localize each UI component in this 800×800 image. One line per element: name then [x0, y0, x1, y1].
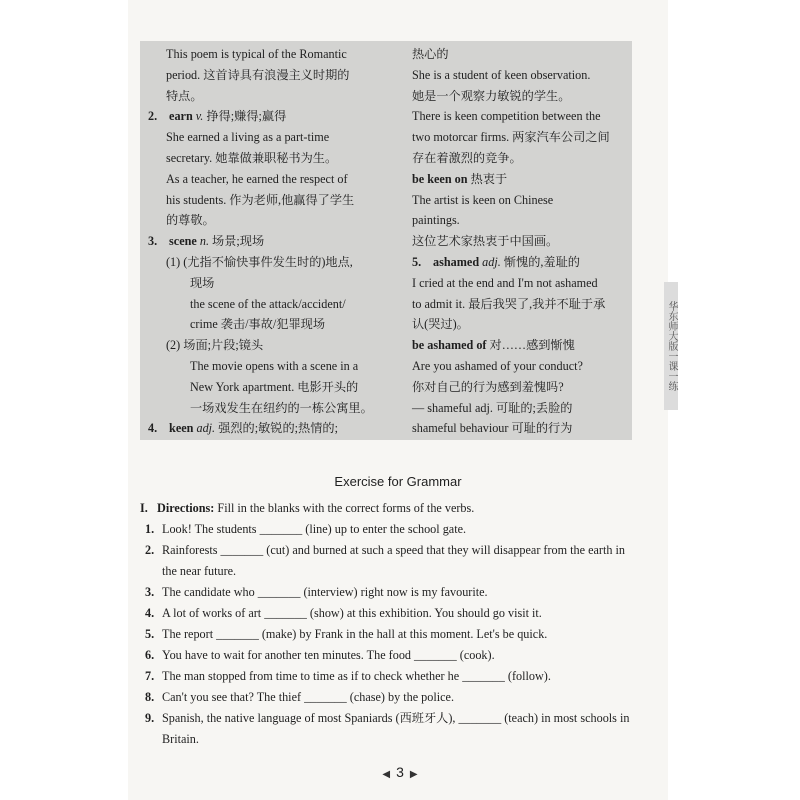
side-tab: 华东师大版一课一练	[664, 282, 678, 410]
vocab-line	[148, 44, 382, 65]
vocab-line	[412, 335, 630, 356]
vocab-text: New York apartment. 电影开头的	[190, 379, 359, 394]
question-text: The report _______ (make) by Frank in the hall at this moment. Let's be quick.	[162, 627, 548, 641]
directions-text: Fill in the blanks with the correct forms of the verbs.	[214, 501, 475, 515]
vocab-line	[148, 356, 382, 377]
vocab-text: crime 袭击/事故/犯罪现场	[190, 317, 326, 332]
directions-label: Directions:	[157, 501, 215, 515]
vocab-text: The artist is keen on Chinese	[412, 192, 554, 207]
vocab-term: be ashamed of	[412, 338, 487, 353]
vocab-text: As a teacher, he earned the respect of	[166, 171, 348, 186]
vocab-line	[412, 148, 630, 169]
vocab-line	[148, 418, 382, 439]
vocab-line	[412, 86, 630, 107]
vocab-text: 认(哭过)。	[412, 317, 469, 332]
vocab-line	[148, 86, 382, 107]
vocab-term: earn	[169, 109, 193, 124]
vocab-line	[412, 210, 630, 231]
question-item	[140, 666, 640, 687]
question-text: Look! The students _______ (line) up to enter the school gate.	[162, 522, 467, 536]
vocab-text: 这位艺术家热衷于中国画。	[412, 234, 559, 249]
vocab-text: 场景;现场	[212, 234, 265, 249]
question-item	[140, 603, 640, 624]
question-list	[140, 519, 640, 750]
vocab-text: 挣得;赚得;赢得	[206, 109, 287, 124]
vocab-line	[148, 127, 382, 148]
vocab-num: 4.	[148, 421, 158, 436]
vocab-term: keen	[169, 421, 194, 436]
vocab-text: secretary. 她靠做兼职秘书为生。	[166, 150, 338, 165]
vocab-text: The movie opens with a scene in a	[190, 358, 359, 373]
question-number: 6.	[145, 648, 155, 662]
vocab-term: scene	[169, 234, 197, 249]
vocab-line	[412, 106, 630, 127]
question-number: 1.	[145, 522, 155, 536]
vocab-term: be keen on	[412, 171, 468, 186]
vocab-text: She is a student of keen observation.	[412, 67, 591, 82]
vocab-line	[148, 169, 382, 190]
question-number: 3.	[145, 585, 155, 599]
vocab-line	[412, 418, 630, 439]
question-item	[140, 708, 640, 750]
vocab-text: She earned a living as a part-time	[166, 130, 330, 145]
vocab-line	[412, 231, 630, 252]
vocab-line	[412, 127, 630, 148]
vocab-line	[412, 377, 630, 398]
next-page-icon[interactable]: ▶	[409, 769, 418, 780]
vocab-text: to admit it. 最后我哭了,我并不耻于承	[412, 296, 606, 311]
vocab-num: 3.	[148, 234, 158, 249]
question-number: 5.	[145, 627, 155, 641]
vocab-line	[148, 190, 382, 211]
vocab-text: his students. 作为老师,他赢得了学生	[166, 192, 355, 207]
vocab-text: period. 这首诗具有浪漫主义时期的	[166, 67, 350, 82]
question-item	[140, 582, 640, 603]
question-text: You have to wait for another ten minutes. The food _______ (cook).	[162, 648, 495, 662]
vocab-line	[412, 65, 630, 86]
vocab-text: 一场戏发生在纽约的一栋公寓里。	[190, 400, 373, 415]
vocab-pos: n.	[199, 234, 209, 249]
vocab-text: 热心的	[412, 47, 449, 61]
vocab-line	[148, 314, 382, 335]
question-number: 4.	[145, 606, 155, 620]
vocab-line	[412, 44, 630, 65]
question-text: Can't you see that? The thief _______ (chase) by the police.	[162, 690, 455, 704]
vocab-line	[148, 398, 382, 419]
vocab-line	[148, 148, 382, 169]
vocab-pos: adj.	[482, 254, 501, 269]
vocab-line	[148, 273, 382, 294]
vocab-text: — shameful adj. 可耻的;丢脸的	[412, 400, 573, 415]
vocab-line	[412, 273, 630, 294]
vocab-text: the scene of the attack/accident/	[190, 296, 346, 311]
vocab-text: Are you ashamed of your conduct?	[412, 358, 583, 373]
vocab-text: 存在着激烈的竞争。	[412, 150, 522, 165]
vocab-line	[148, 294, 382, 315]
vocab-line	[148, 335, 382, 356]
vocab-text: (1) (尤指不愉快事件发生时的)地点,	[166, 254, 353, 269]
vocab-text: 特点。	[166, 88, 203, 103]
vocab-line	[148, 231, 382, 252]
vocab-text: 的尊敬。	[166, 213, 215, 228]
vocab-text: 现场	[190, 275, 215, 290]
vocab-pos: adj.	[196, 421, 216, 436]
vocab-text: shameful behaviour 可耻的行为	[412, 421, 573, 436]
vocab-line	[412, 169, 630, 190]
vocab-text: (2) 场面;片段;镜头	[166, 338, 264, 353]
vocab-line	[148, 377, 382, 398]
vocab-text: 你对自己的行为感到羞愧吗?	[412, 379, 564, 394]
vocab-text: This poem is typical of the Romantic	[166, 47, 347, 61]
question-item	[140, 519, 640, 540]
vocab-num: 2.	[148, 109, 158, 124]
page-number	[368, 764, 432, 780]
vocab-line	[412, 294, 630, 315]
vocab-text: two motorcar firms. 两家汽车公司之间	[412, 130, 610, 145]
vocab-line	[148, 210, 382, 231]
question-text: Rainforests _______ (cut) and burned at such a speed that they will disappear from the earth in the near future.	[162, 543, 625, 578]
vocab-line	[412, 314, 630, 335]
vocab-text: 热衷于	[470, 171, 508, 186]
page-number-text: 3	[396, 764, 404, 780]
vocab-text: 对……感到惭愧	[489, 338, 575, 353]
vocab-line	[148, 65, 382, 86]
vocab-num: 5.	[412, 254, 422, 269]
vocab-line	[148, 252, 382, 273]
question-number: 9.	[145, 711, 155, 725]
vocab-text: 她是一个观察力敏锐的学生。	[412, 88, 571, 103]
exercise-section	[140, 498, 640, 750]
question-number: 8.	[145, 690, 155, 704]
vocab-text: 惭愧的,羞耻的	[503, 254, 580, 269]
vocab-line	[412, 252, 630, 273]
question-item	[140, 645, 640, 666]
question-text: Spanish, the native language of most Spaniards (西班牙人), _______ (teach) in most schools in Britain.	[162, 711, 630, 746]
exercise-title: Exercise for Grammar	[334, 474, 462, 489]
vocab-text: paintings.	[412, 213, 460, 228]
vocab-left-column	[148, 44, 382, 439]
vocab-pos: v.	[195, 109, 204, 124]
vocab-line	[148, 106, 382, 127]
vocab-right-column	[412, 44, 630, 439]
vocab-text: I cried at the end and I'm not ashamed	[412, 275, 598, 290]
vocab-text: There is keen competition between the	[412, 109, 601, 124]
vocab-text: 强烈的;敏锐的;热情的;	[218, 421, 338, 436]
section-number: I.	[140, 501, 148, 515]
vocab-term: ashamed	[433, 254, 480, 269]
question-number: 2.	[145, 543, 155, 557]
vocab-line	[412, 356, 630, 377]
question-item	[140, 687, 640, 708]
vocab-line	[412, 398, 630, 419]
question-text: A lot of works of art _______ (show) at this exhibition. You should go visit it.	[162, 606, 542, 620]
question-text: The man stopped from time to time as if to check whether he _______ (follow).	[162, 669, 551, 683]
question-item	[140, 540, 640, 582]
vocab-line	[412, 190, 630, 211]
prev-page-icon[interactable]: ◀	[382, 769, 391, 780]
directions	[140, 498, 640, 519]
question-item	[140, 624, 640, 645]
question-text: The candidate who _______ (interview) right now is my favourite.	[162, 585, 488, 599]
question-number: 7.	[145, 669, 155, 683]
